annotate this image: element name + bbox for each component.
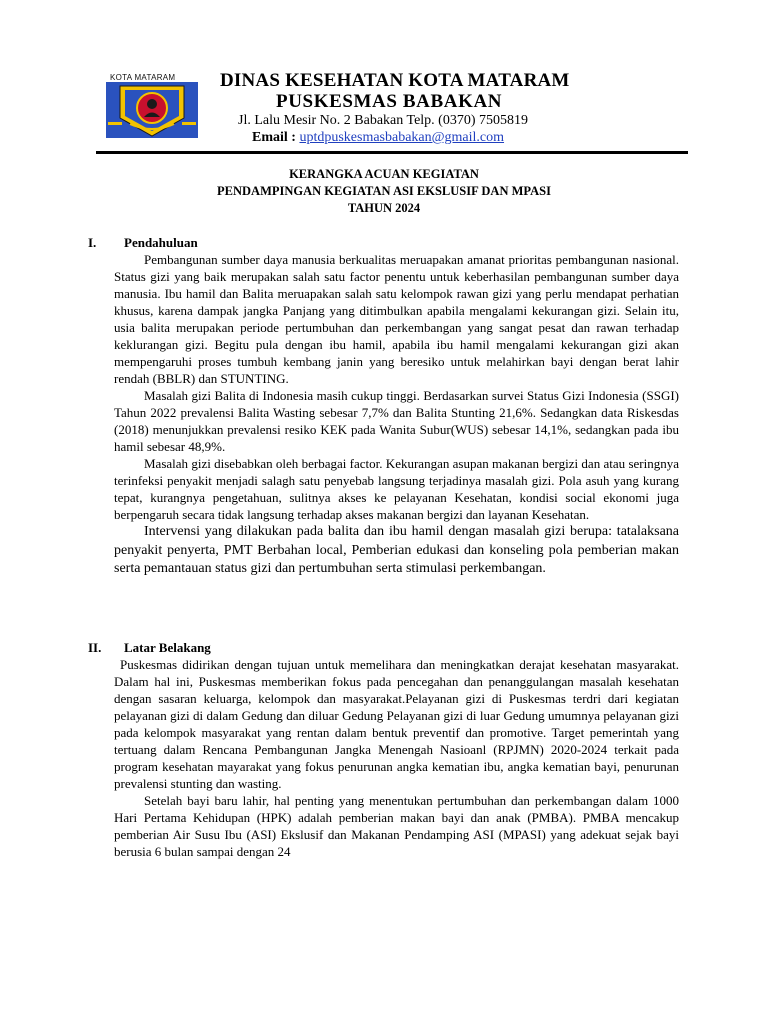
document-title	[0, 166, 768, 217]
logo-label: KOTA MATARAM	[110, 73, 176, 82]
section-number: II.	[88, 640, 102, 655]
letterhead	[96, 70, 688, 148]
org-email-line	[252, 129, 690, 146]
title-line2: PENDAMPINGAN KEGIATAN ASI EKSLUSIF DAN MPASI	[217, 184, 551, 198]
paragraph: Masalah gizi disebabkan oleh berbagai factor. Kekurangan asupan makanan bergizi dan atau seringnya terinfeksi penyakit menjadi salagh satu penyebab langsung terjadinya masalah gizi. Pola asuh yang kurang tepat, kurangnya pengetahuan, sulitnya akses ke pelayanan Kesehatan, kondisi social ekonomi juga berpengaruh secara tidak langsung terhadap akses makanan bergizi dan layanan Kesehatan.	[114, 456, 679, 522]
section-title: Pendahuluan	[124, 235, 198, 250]
paragraph: Pembangunan sumber daya manusia berkualitas meruapakan amanat prioritas pembangunan nasional. Status gizi yang baik merupakan salah satu factor penentu untuk keberhasilan pembangunan sumber daya manusia. Ibu hamil dan Balita meruapakan salah satu kelompok rawan gizi yang perlu mendapat perhatian khusus, karena dampak jangka Panjang yang ditimbulkan apabila mengalami kekurangan gizi. Selain itu, usia balita merupakan periode pertumbuhan dan perkembangan yang sangat pesat dan rawan terhadap keklurangan gizi. Begitu pula dengan ibu hamil, apabila ibu hamil mengalami kekurangan gizi akan mempengaruhi proses tumbuh kembang janin yang beresiko untuk melahirkan bayi dengan berat lahir rendah (BBLR) dan STUNTING.	[114, 252, 679, 386]
letterhead-divider	[96, 151, 688, 154]
email-link[interactable]: uptdpuskesmasbabakan@gmail.com	[299, 130, 505, 145]
section-body-1	[114, 251, 679, 579]
paragraph: Puskesmas didirikan dengan tujuan untuk memelihara dan meningkatkan derajat kesehatan masyarakat. Dalam hal ini, Puskesmas memberikan fokus pada pencegahan dan penanggulangan masalah kesehatan dengan sasaran keluarga, kelompok dan masyarakat.Pelayanan gizi di Puskesmas terdri dari kegiatan pelayanan gizi di dalam Gedung dan diluar Gedung Pelayanan gizi di luar Gedung umumnya pelayanan gizi pada kelompok masyarakat yang rentan dalam bentuk preventif dan promotive. Target pemerintah yang tertuang dalam Rencana Pembangunan Jangka Menengah Nasioanl (RPJMN) 2020-2024 terkait pada program kesehatan mayarakat yang fokus penurunan angka kematian ibu, angka kematian bayi, penurunan prevalensi stunting dan wasting.	[114, 657, 679, 791]
section-body-2	[114, 656, 679, 860]
section-title: Latar Belakang	[124, 640, 211, 655]
section-number: I.	[88, 235, 97, 250]
org-name-line2: PUSKESMAS BABAKAN	[276, 91, 503, 112]
title-line3: TAHUN 2024	[347, 201, 421, 215]
letterhead-text	[220, 70, 690, 146]
city-emblem-logo	[100, 72, 204, 142]
org-name-line1: DINAS KESEHATAN KOTA MATARAM	[220, 70, 570, 91]
paragraph: Masalah gizi Balita di Indonesia masih cukup tinggi. Berdasarkan survei Status Gizi Indonesia (SSGI) Tahun 2022 prevalensi Balita Wasting sebesar 7,7% dan Balita Stunting 21,6%. Sedangkan data Riskesdas (2018) menunjukkan prevalensi resiko KEK pada Wanita Subur(WUS) sebesar 14,1%, sedangkan pada ibu hamil sebesar 48,9%.	[114, 388, 679, 454]
email-label: Email :	[252, 130, 296, 145]
title-line1: KERANGKA ACUAN KEGIATAN	[289, 167, 479, 181]
paragraph: Intervensi yang dilakukan pada balita dan ibu hamil dengan masalah gizi berupa: tatalaksana penyakit penyerta, PMT Berbahan local, Pemberian edukasi dan konseling pola pemberian makan serta pemantauan status gizi dan pertumbuhan serta stimulasi perkembangan.	[114, 524, 679, 576]
paragraph: Setelah bayi baru lahir, hal penting yang menentukan pertumbuhan dan perkembangan dalam 1000 Hari Pertama Kehidupan (HPK) adalah pemberian makan bayi dan anak (PMBA). PMBA mencakup pemberian Air Susu Ibu (ASI) Ekslusif dan Makanan Pendamping ASI (MPASI) yang adekuat sejak bayi berusia 6 bulan sampai dengan 24	[114, 793, 679, 859]
org-address: Jl. Lalu Mesir No. 2 Babakan Telp. (0370) 7505819	[238, 113, 528, 128]
